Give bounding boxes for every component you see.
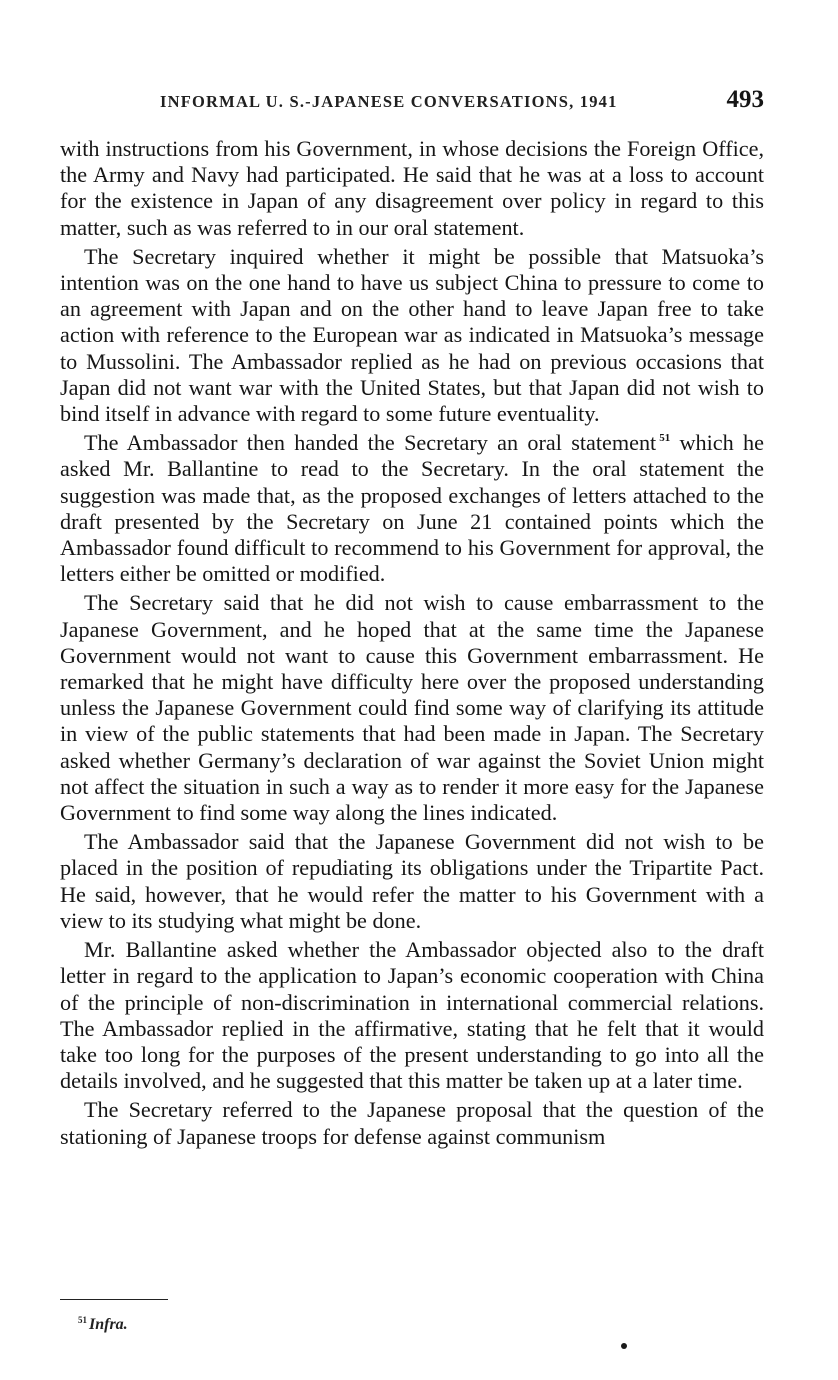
ink-speck (621, 1343, 627, 1349)
footnote-number: 51 (78, 1315, 87, 1325)
paragraph-text: The Ambassador then handed the Secretary an oral statement (84, 430, 657, 456)
paragraph-text: which he asked Mr. Ballantine to read to the Secretary. In the oral statement the suggestion was made that, as the proposed exchanges of letters attached to the draft presented by the Secretary on June 21 contained points which the Ambassador found difficult to recommend to his Government for approval, the letters either be omitted or modified. (60, 430, 764, 587)
paragraph: The Secretary referred to the Japanese proposal that the question of the stationing of Japanese troops for defense against communism (60, 1097, 764, 1149)
footnote (78, 1316, 128, 1334)
body-text (60, 136, 764, 1153)
paragraph: Mr. Ballantine asked whether the Ambassador objected also to the draft letter in regard to the application to Japan’s economic cooperation with China of the principle of non-discrimination in international commercial relations. The Ambassador replied in the affirmative, stating that he felt that it would take too long for the purposes of the present understanding to go into all the details involved, and he suggested that this matter be taken up at a later time. (60, 937, 764, 1094)
page-number: 493 (726, 86, 764, 113)
paragraph: The Secretary inquired whether it might be possible that Matsuoka’s intention was on the one hand to have us subject China to pressure to come to an agreement with Japan and on the other hand to leave Japan free to take action with reference to the European war as indicated in Matsuoka’s message to Mussolini. The Ambassador replied as he had on previous occasions that Japan did not want war with the United States, but that Japan did not wish to bind itself in advance with regard to some future eventuality. (60, 243, 764, 427)
footnote-text: Infra. (89, 1316, 128, 1333)
footnote-divider (60, 1299, 168, 1300)
page-header (60, 88, 766, 122)
paragraph: with instructions from his Government, in whose decisions the Foreign Office, the Army and Navy had participated. He said that he was at a loss to account for the existence in Japan of any disagreement over policy in regard to this matter, such as was referred to in our oral statement. (60, 136, 764, 240)
paragraph-with-footnote-ref (60, 430, 764, 587)
paragraph: The Ambassador said that the Japanese Government did not wish to be placed in the position of repudiating its obligations under the Tripartite Pact. He said, however, that he would refer the matter to his Government with a view to its studying what might be done. (60, 829, 764, 933)
running-head: INFORMAL U. S.-JAPANESE CONVERSATIONS, 1941 (160, 92, 618, 111)
footnote-reference[interactable]: 51 (659, 432, 671, 445)
paragraph: The Secretary said that he did not wish to cause embarrassment to the Japanese Government, and he hoped that at the same time the Japanese Government would not want to cause this Government embarrassment. He remarked that he might have difficulty here over the proposed understanding unless the Japanese Government could find some way of clarifying its attitude in view of the public statements that had been made in Japan. The Secretary asked whether Germany’s declaration of war against the Soviet Union might not affect the situation in such a way as to render it more easy for the Japanese Government to find some way along the lines indicated. (60, 590, 764, 826)
